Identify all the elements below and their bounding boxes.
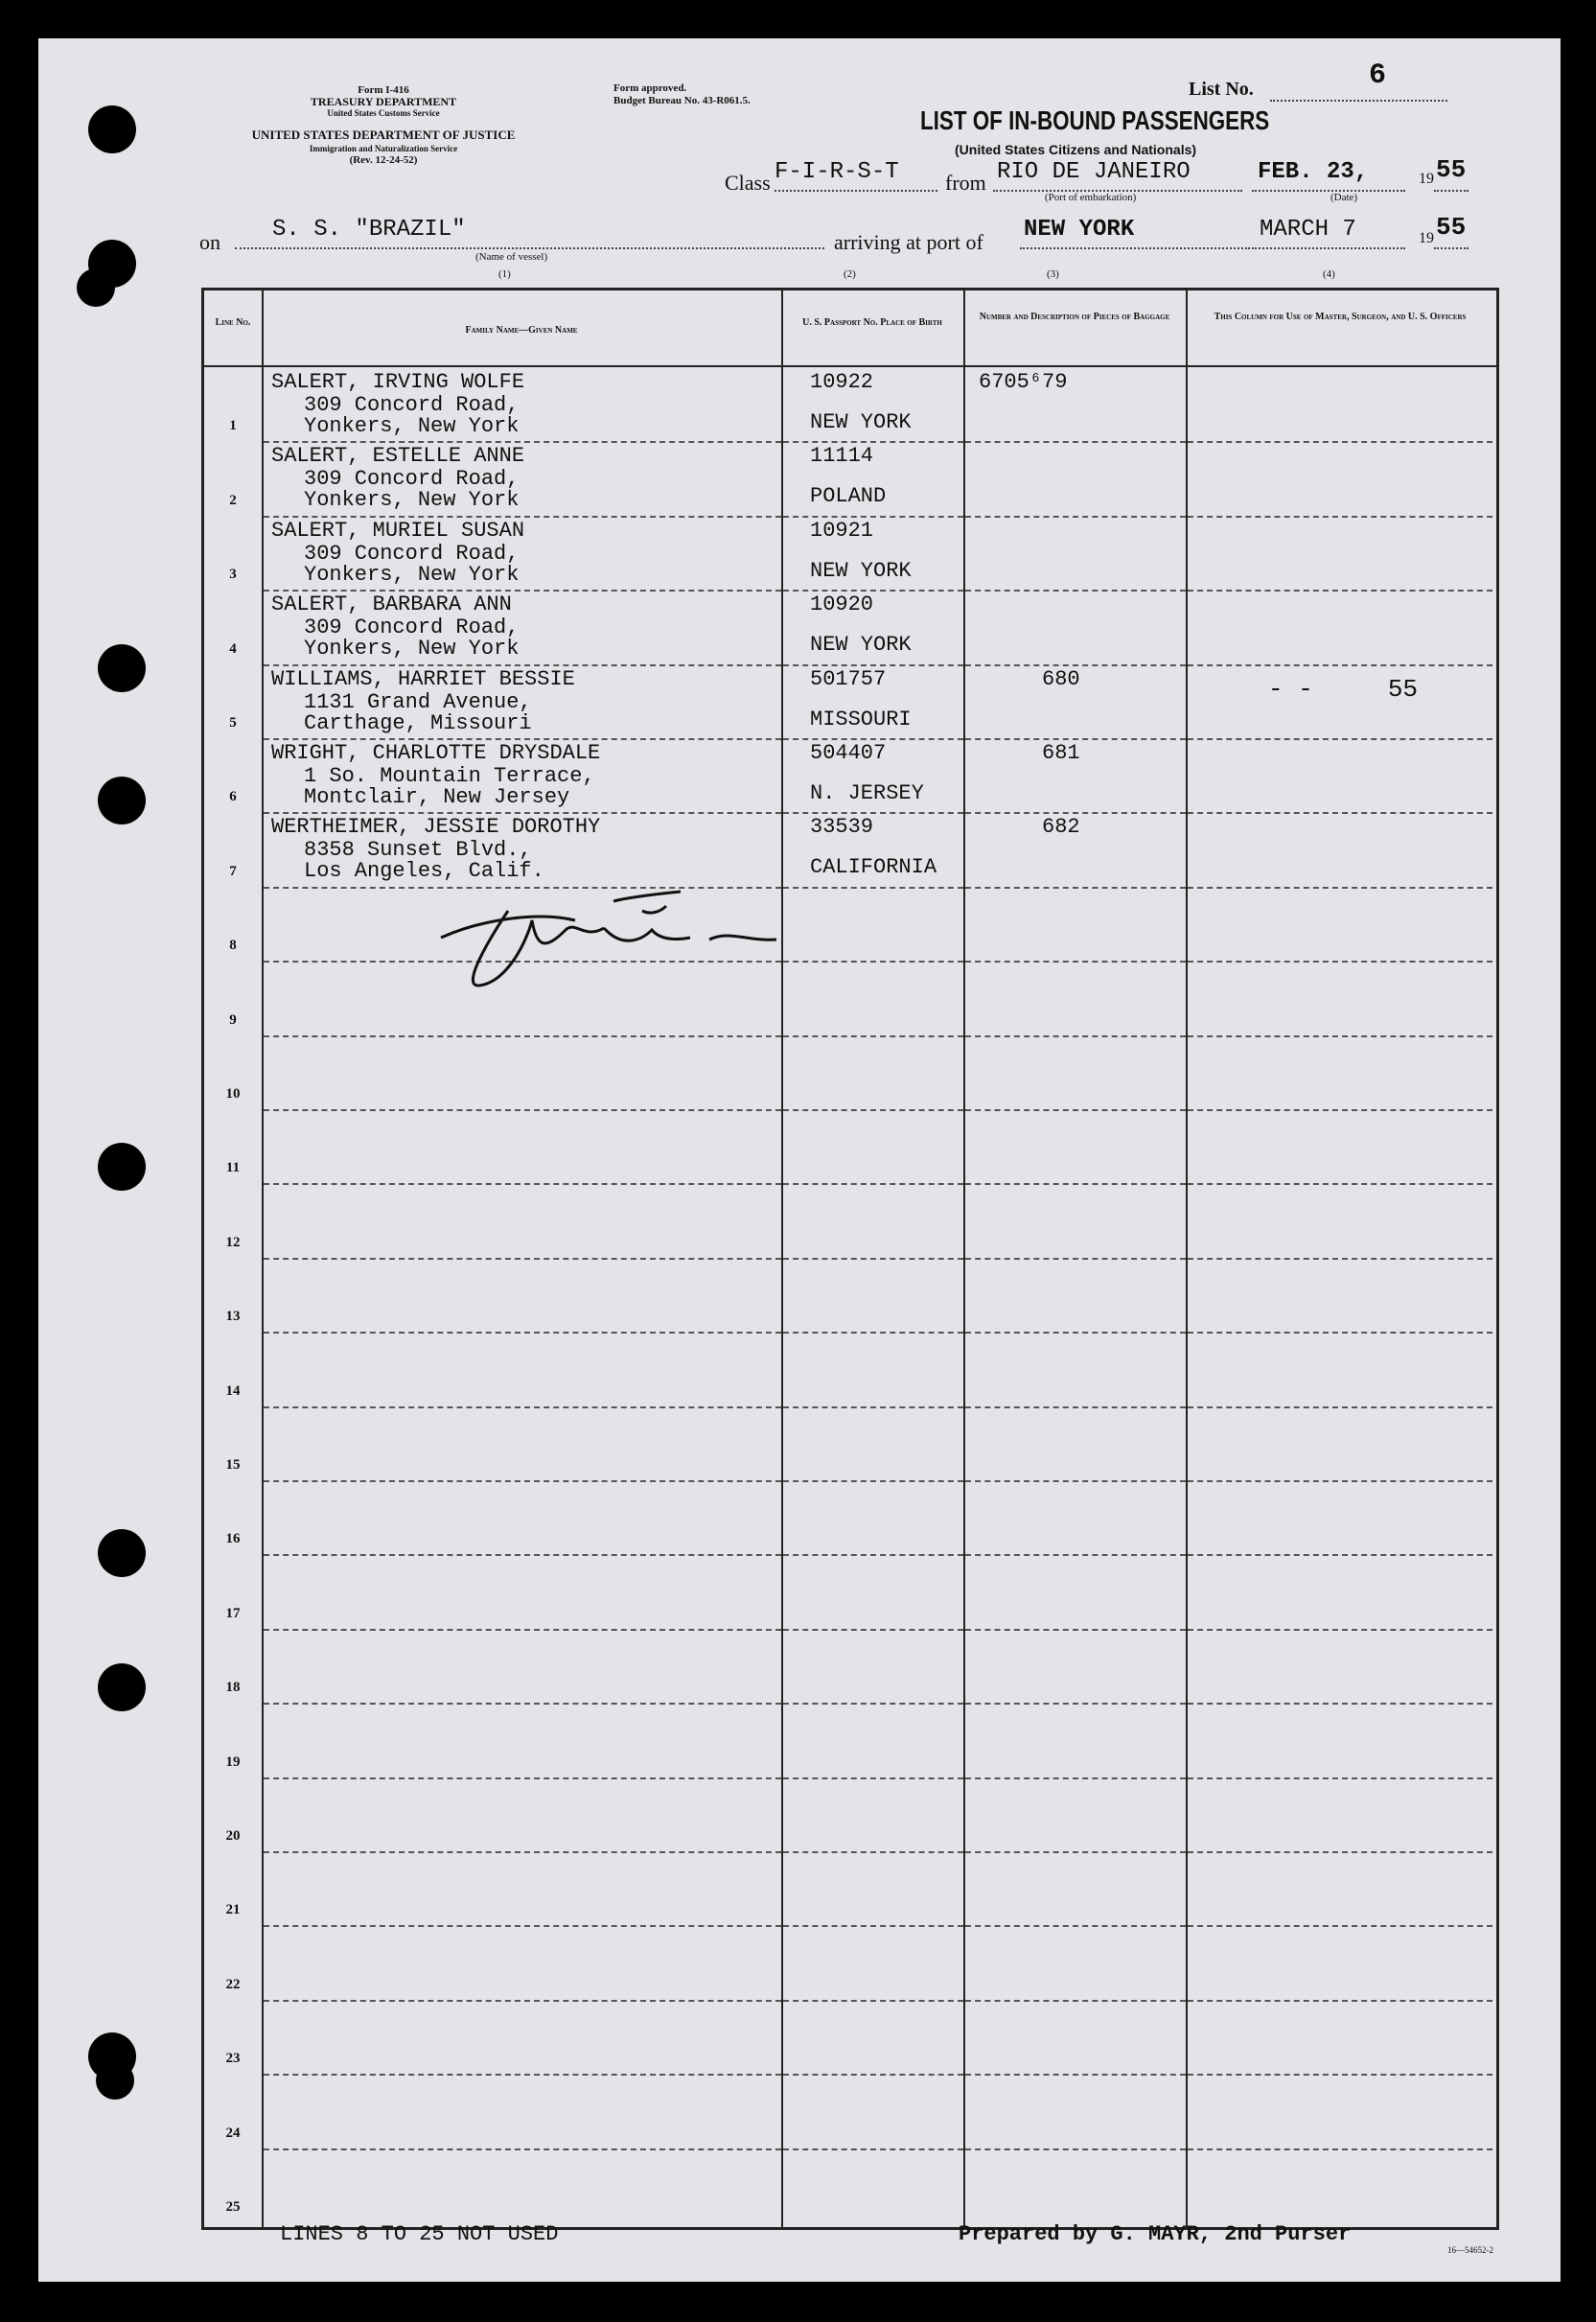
arrival-port: NEW YORK [1024, 217, 1135, 243]
passport-number: 10920 [810, 592, 874, 617]
col-header-name: Family Name—Given Name [465, 325, 578, 336]
page-subtitle: (United States Citizens and Nationals) [955, 142, 1197, 157]
row-divider [965, 961, 1186, 963]
passport-number: 11114 [810, 444, 874, 469]
dept-immigration: Immigration and Naturalization Service [309, 144, 458, 153]
line-number: 13 [225, 1309, 241, 1325]
row-divider [1188, 1480, 1492, 1482]
row-divider [783, 1183, 963, 1185]
year-prefix-1: 19 [1419, 171, 1434, 187]
col-header-passport: U. S. Passport No. Place of Birth [802, 317, 942, 328]
row-divider [965, 2148, 1186, 2150]
row-divider [1188, 1925, 1492, 1927]
row-divider [264, 516, 781, 518]
row-divider [1188, 812, 1492, 814]
row-divider [1188, 1109, 1492, 1111]
row-divider [264, 664, 781, 666]
hole-punch-icon [98, 644, 146, 692]
from-label: from [945, 171, 986, 195]
passenger-address-line1: 8358 Sunset Blvd., [304, 838, 532, 863]
year-value-1: 55 [1436, 155, 1467, 184]
baggage-description: 681 [1042, 741, 1080, 765]
row-divider [783, 1258, 963, 1260]
passenger-address-line2: Montclair, New Jersey [304, 785, 570, 809]
row-divider [783, 590, 963, 592]
row-divider [783, 812, 963, 814]
dept-treasury: TREASURY DEPARTMENT [310, 95, 457, 108]
line-number: 7 [229, 863, 237, 879]
row-divider [1188, 1258, 1492, 1260]
row-divider [1188, 1035, 1492, 1037]
officer-note: - - 55 [1268, 674, 1419, 704]
row-divider [1188, 664, 1492, 666]
row-divider [1188, 1851, 1492, 1853]
row-divider [264, 2000, 781, 2002]
row-divider [1188, 1554, 1492, 1556]
class-value: F-I-R-S-T [775, 159, 899, 185]
date-value: FEB. 23, [1258, 159, 1369, 185]
line-number: 15 [225, 1457, 241, 1473]
passenger-name: WRIGHT, CHARLOTTE DRYSDALE [271, 741, 601, 765]
passport-number: 10921 [810, 518, 874, 543]
row-divider [965, 1629, 1186, 1631]
passenger-name: SALERT, IRVING WOLFE [271, 370, 525, 394]
row-divider [783, 441, 963, 443]
row-divider [264, 441, 781, 443]
col-header-baggage: Number and Description of Pieces of Baggage [979, 312, 1170, 322]
hole-punch-icon [77, 268, 115, 307]
row-divider [783, 2148, 963, 2150]
row-divider [1188, 2074, 1492, 2076]
row-divider [965, 1183, 1186, 1185]
line-number: 1 [229, 418, 237, 434]
row-divider [965, 1406, 1186, 1408]
row-divider [783, 1332, 963, 1334]
arrival-date: MARCH 7 [1260, 217, 1356, 243]
row-divider [264, 1703, 781, 1705]
row-divider [783, 961, 963, 963]
vessel-value: S. S. "BRAZIL" [272, 217, 466, 243]
row-divider [264, 1109, 781, 1111]
row-divider [783, 1480, 963, 1482]
passenger-name: SALERT, MURIEL SUSAN [271, 518, 525, 543]
date-label: (Date) [1330, 192, 1358, 203]
col-header-officers: This Column for Use of Master, Surgeon, and U. S. Officers [1214, 312, 1467, 322]
row-divider [965, 516, 1186, 518]
passport-number: 501757 [810, 666, 887, 691]
from-value: RIO DE JANEIRO [997, 159, 1191, 185]
line-number: 19 [225, 1753, 241, 1770]
hole-punch-icon [98, 1663, 146, 1711]
row-divider [783, 1851, 963, 1853]
list-no-label: List No. [1189, 79, 1254, 100]
place-of-birth: N. JERSEY [810, 781, 924, 805]
row-divider [783, 1777, 963, 1779]
port-embark-label: (Port of embarkation) [1045, 192, 1137, 203]
row-divider [965, 2074, 1186, 2076]
footer-lines-not-used: LINES 8 TO 25 NOT USED [280, 2222, 559, 2246]
row-divider [965, 441, 1186, 443]
passport-number: 10922 [810, 370, 874, 394]
row-divider [264, 1777, 781, 1779]
hole-punch-icon [98, 1143, 146, 1191]
row-divider [965, 738, 1186, 740]
on-label: on [199, 230, 220, 254]
passenger-address-line2: Los Angeles, Calif. [304, 859, 544, 884]
row-divider [965, 887, 1186, 889]
row-divider [1188, 441, 1492, 443]
row-divider [783, 887, 963, 889]
arriving-label: arriving at port of [834, 230, 983, 254]
col-num-2: (2) [844, 268, 856, 280]
line-number: 4 [229, 640, 237, 657]
passenger-name: WILLIAMS, HARRIET BESSIE [271, 666, 575, 691]
row-divider [1188, 2000, 1492, 2002]
row-divider [965, 1703, 1186, 1705]
row-divider [965, 1777, 1186, 1779]
signature-scribble-icon [422, 882, 805, 997]
line-number: 23 [225, 2051, 241, 2067]
row-divider [783, 516, 963, 518]
row-divider [965, 1332, 1186, 1334]
line-number: 3 [229, 567, 237, 583]
line-number: 14 [225, 1382, 241, 1399]
line-number: 18 [225, 1680, 241, 1696]
line-number: 9 [229, 1011, 237, 1028]
dept-justice: UNITED STATES DEPARTMENT OF JUSTICE [251, 128, 516, 142]
row-divider [264, 1480, 781, 1482]
place-of-birth: NEW YORK [810, 410, 912, 434]
row-divider [1188, 1777, 1492, 1779]
place-of-birth: NEW YORK [810, 633, 912, 658]
line-number: 16 [225, 1531, 241, 1547]
place-of-birth: CALIFORNIA [810, 855, 937, 880]
revision: (Rev. 12-24-52) [349, 154, 418, 166]
row-divider [264, 1406, 781, 1408]
passenger-name: SALERT, ESTELLE ANNE [271, 444, 525, 469]
row-divider [1188, 1406, 1492, 1408]
row-divider [1188, 961, 1492, 963]
row-divider [783, 2000, 963, 2002]
passenger-address-line1: 309 Concord Road, [304, 615, 520, 640]
passenger-name: WERTHEIMER, JESSIE DOROTHY [271, 815, 601, 840]
vessel-label: (Name of vessel) [475, 251, 548, 263]
list-no-value: 6 [1369, 59, 1387, 92]
row-divider [1188, 590, 1492, 592]
row-divider [1188, 738, 1492, 740]
col-num-3: (3) [1047, 268, 1059, 280]
line-number: 20 [225, 1828, 241, 1844]
passenger-address-line2: Yonkers, New York [304, 414, 520, 438]
row-divider [965, 1554, 1186, 1556]
row-divider [1188, 2148, 1492, 2150]
budget-bureau: Budget Bureau No. 43-R061.5. [613, 95, 751, 106]
hole-punch-icon [98, 777, 146, 824]
baggage-description: 6705⁶79 [979, 370, 1068, 394]
place-of-birth: MISSOURI [810, 707, 912, 731]
row-divider [1188, 1629, 1492, 1631]
row-divider [264, 1183, 781, 1185]
place-of-birth: POLAND [810, 484, 887, 509]
row-divider [1188, 516, 1492, 518]
form-approval: Form approved. [613, 82, 687, 94]
hole-punch-icon [88, 105, 136, 153]
line-number: 6 [229, 789, 237, 805]
passport-number: 33539 [810, 815, 874, 840]
row-divider [783, 1554, 963, 1556]
hole-punch-icon [98, 1529, 146, 1577]
passenger-address-line2: Carthage, Missouri [304, 710, 532, 735]
line-number: 10 [225, 1086, 241, 1102]
passenger-address-line2: Yonkers, New York [304, 637, 520, 662]
row-divider [264, 2148, 781, 2150]
row-divider [965, 664, 1186, 666]
row-divider [965, 590, 1186, 592]
row-divider [264, 738, 781, 740]
row-divider [783, 1703, 963, 1705]
line-number: 8 [229, 938, 237, 954]
row-divider [783, 1629, 963, 1631]
row-divider [264, 1851, 781, 1853]
row-divider [783, 1925, 963, 1927]
hole-punch-icon [96, 2061, 134, 2100]
form-number: Form I-416 [358, 84, 409, 96]
year-prefix-2: 19 [1419, 230, 1434, 246]
footer-code: 16—54652-2 [1447, 2245, 1493, 2255]
line-number: 21 [225, 1902, 241, 1918]
year-value-2: 55 [1436, 213, 1467, 242]
passenger-address-line1: 309 Concord Road, [304, 393, 520, 417]
row-divider [264, 1258, 781, 1260]
passenger-address-line2: Yonkers, New York [304, 488, 520, 513]
line-number: 11 [225, 1160, 241, 1176]
row-divider [264, 590, 781, 592]
row-divider [264, 1332, 781, 1334]
row-divider [264, 2074, 781, 2076]
passenger-name: SALERT, BARBARA ANN [271, 592, 512, 617]
row-divider [783, 1406, 963, 1408]
baggage-description: 680 [1042, 666, 1080, 691]
row-divider [965, 1109, 1186, 1111]
class-label: Class [725, 171, 771, 195]
baggage-description: 682 [1042, 815, 1080, 840]
row-divider [965, 1851, 1186, 1853]
row-divider [264, 1629, 781, 1631]
row-divider [1188, 1332, 1492, 1334]
col-num-1: (1) [498, 268, 511, 280]
passenger-table [201, 288, 1499, 2230]
passenger-address-line1: 1 So. Mountain Terrace, [304, 764, 595, 788]
page-title: LIST OF IN-BOUND PASSENGERS [920, 105, 1270, 135]
row-divider [783, 1035, 963, 1037]
row-divider [965, 1925, 1186, 1927]
line-number: 17 [225, 1605, 241, 1621]
row-divider [783, 664, 963, 666]
passenger-address-line2: Yonkers, New York [304, 562, 520, 587]
line-number: 5 [229, 715, 237, 731]
passport-number: 504407 [810, 741, 887, 765]
passenger-address-line1: 309 Concord Road, [304, 467, 520, 492]
row-divider [264, 812, 781, 814]
place-of-birth: NEW YORK [810, 558, 912, 583]
row-divider [783, 2074, 963, 2076]
footer-prepared-by: Prepared by G. MAYR, 2nd Purser [959, 2222, 1352, 2246]
row-divider [965, 1035, 1186, 1037]
row-divider [264, 1554, 781, 1556]
row-divider [965, 812, 1186, 814]
row-divider [783, 1109, 963, 1111]
row-divider [264, 1035, 781, 1037]
line-number: 22 [225, 1976, 241, 1992]
row-divider [1188, 1183, 1492, 1185]
col-header-line-no: Line No. [215, 317, 251, 328]
col-num-4: (4) [1323, 268, 1335, 280]
line-number: 25 [225, 2199, 241, 2215]
line-number: 24 [225, 2125, 241, 2141]
row-divider [1188, 1703, 1492, 1705]
row-divider [1188, 887, 1492, 889]
passenger-address-line1: 309 Concord Road, [304, 541, 520, 566]
dept-customs: United States Customs Service [327, 108, 440, 118]
row-divider [965, 1258, 1186, 1260]
row-divider [783, 738, 963, 740]
row-divider [965, 2000, 1186, 2002]
line-number: 12 [225, 1234, 241, 1250]
passenger-address-line1: 1131 Grand Avenue, [304, 689, 532, 714]
row-divider [264, 1925, 781, 1927]
line-number: 2 [229, 492, 237, 508]
row-divider [965, 1480, 1186, 1482]
